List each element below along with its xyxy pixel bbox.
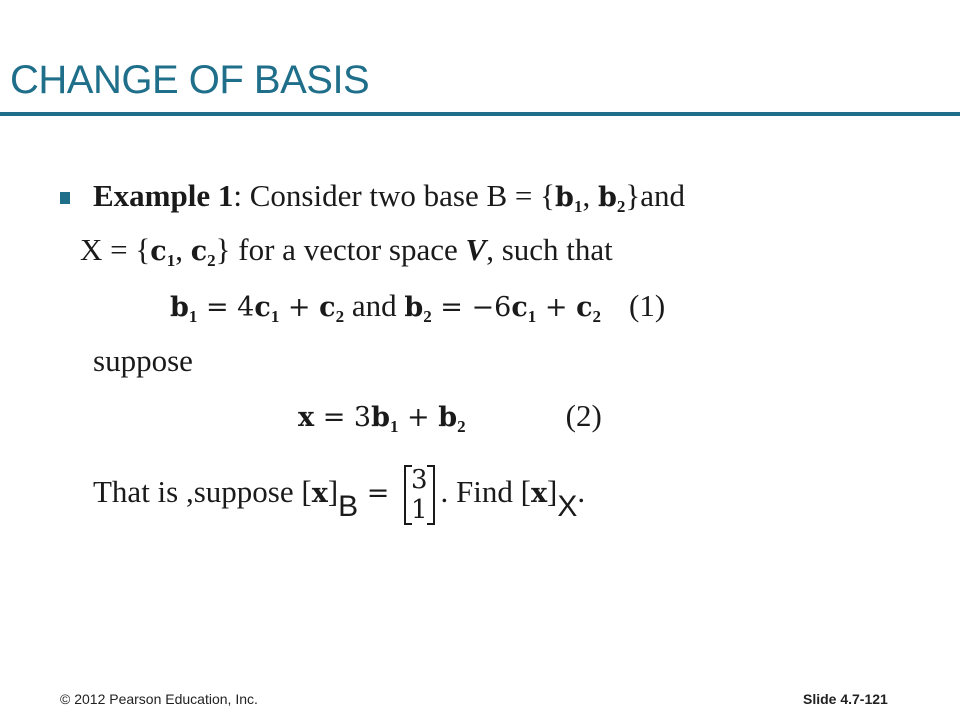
comma: , — [582, 178, 598, 213]
copyright: © 2012 Pearson Education, Inc. — [60, 691, 258, 707]
eq1-label: (1) — [629, 288, 666, 323]
eq2-b1-sub: 1 — [389, 417, 399, 436]
c1-symbol: c — [150, 236, 167, 267]
eq2-plus: + — [398, 402, 439, 433]
c2-symbol: c — [190, 236, 208, 267]
that-is-line — [93, 465, 585, 525]
eq2-b2: b — [438, 402, 458, 433]
eq1-plus-2: + — [536, 292, 577, 323]
x-symbol-2: x — [530, 478, 548, 510]
eq2-part: = 3 — [314, 402, 372, 433]
eq1-c2b-sub: 2 — [592, 307, 602, 326]
suppose-text: suppose — [93, 343, 193, 378]
example-label: Example 1 — [93, 178, 234, 213]
vector-space-text: } for a vector space — [215, 232, 466, 267]
equation-1 — [170, 288, 665, 327]
basis-b-subscript: B — [338, 490, 359, 524]
basis-x-open: X = { — [80, 232, 151, 267]
coordinate-matrix — [404, 465, 435, 525]
slide-number: Slide 4.7-121 — [803, 691, 888, 707]
example-line-1 — [93, 178, 685, 217]
find-text: . Find [ — [440, 474, 531, 510]
eq1-c2-sub: 2 — [335, 307, 345, 326]
eq1-c1b: c — [511, 292, 528, 323]
eq1-b1-sub: 1 — [188, 307, 198, 326]
eq1-plus: + — [279, 292, 320, 323]
eq1-c1: c — [254, 292, 271, 323]
bracket-close: ] — [327, 474, 339, 510]
eq2-b2-sub: 2 — [457, 417, 466, 436]
eq1-b1: b — [170, 292, 189, 323]
comma: , — [175, 232, 191, 267]
eq1-c1b-sub: 1 — [527, 307, 537, 326]
eq1-and: and — [344, 288, 405, 323]
example-line-2 — [80, 232, 613, 271]
eq1-b2: b — [404, 292, 424, 323]
consider-text: : Consider two base B = { — [233, 178, 556, 213]
bullet-icon — [60, 192, 70, 204]
line1-end: }and — [625, 178, 685, 213]
period: . — [577, 474, 586, 510]
equals: = — [358, 478, 398, 510]
b1-symbol: b — [555, 182, 574, 213]
b2-symbol: b — [597, 182, 617, 213]
eq1-c2: c — [319, 292, 336, 323]
equation-2 — [298, 398, 602, 437]
matrix-top: 3 — [410, 465, 428, 495]
eq1-b2-sub: 2 — [423, 307, 432, 326]
x-symbol: x — [311, 478, 328, 510]
c2-subscript: 2 — [207, 251, 216, 270]
eq2-x: x — [298, 402, 315, 433]
eq1-part1: = 4 — [197, 292, 255, 323]
vector-space-V: V — [465, 232, 487, 267]
eq1-c1-sub: 1 — [270, 307, 280, 326]
eq1-c2b: c — [576, 292, 593, 323]
eq2-label: (2) — [565, 398, 602, 433]
b1-subscript: 1 — [573, 197, 583, 216]
basis-x-subscript: X — [557, 490, 578, 524]
c1-subscript: 1 — [166, 251, 176, 270]
eq1-part2: = −6 — [431, 292, 512, 323]
that-is-text: That is ,suppose [ — [93, 474, 312, 510]
slide-title: CHANGE OF BASIS — [10, 58, 370, 102]
bracket-close-2: ] — [547, 474, 558, 510]
such-that-text: , such that — [486, 232, 613, 267]
b2-subscript: 2 — [616, 197, 626, 216]
eq2-b1: b — [371, 402, 390, 433]
title-divider — [0, 112, 960, 116]
matrix-bottom: 1 — [410, 495, 428, 525]
